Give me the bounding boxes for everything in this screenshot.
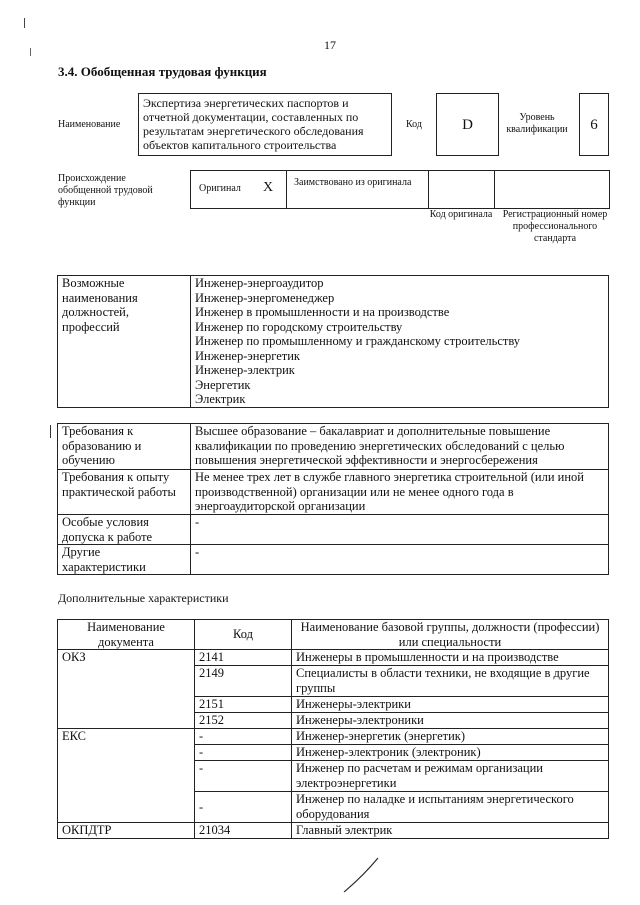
positions-table bbox=[57, 275, 609, 408]
code-original-caption: Код оригинала bbox=[429, 209, 493, 220]
borrowed-label: Заимствовано из оригинала bbox=[294, 177, 412, 188]
name-label: Наименование bbox=[58, 119, 121, 130]
origin-divider bbox=[286, 171, 287, 208]
row-doc bbox=[58, 761, 195, 792]
requirement-row bbox=[58, 515, 609, 545]
row-doc bbox=[58, 666, 195, 697]
position-item: Инженер по городскому строительству bbox=[195, 319, 403, 334]
row-code: - bbox=[195, 761, 292, 792]
requirement-value: Высшее образование – бакалавриат и дополнительные повышение квалификации по проведению энергетических обследований с целью повышения энергетической эффективности и энергосбережения bbox=[191, 424, 609, 470]
positions-label: Возможные наименования должностей, профессий bbox=[58, 276, 191, 408]
position-item: Инженер в промышленности и на производстве bbox=[195, 305, 450, 319]
requirement-value: - bbox=[191, 515, 609, 545]
row-name: Инженер-энергетик (энергетик) bbox=[292, 729, 609, 745]
code-value: D bbox=[436, 93, 499, 156]
row-name: Инженер по наладке и испытаниям энергетического оборудования bbox=[292, 792, 609, 823]
page-number: 17 bbox=[324, 38, 336, 52]
origin-divider bbox=[428, 171, 429, 208]
position-item: Инженер-электрик bbox=[195, 363, 295, 377]
section-title: 3.4. Обобщенная трудовая функция bbox=[58, 64, 267, 79]
position-item: Энергетик bbox=[195, 377, 251, 392]
table-row bbox=[58, 713, 609, 729]
header-code: Код bbox=[195, 620, 292, 650]
requirement-row bbox=[58, 545, 609, 575]
additional-header-row bbox=[58, 620, 609, 650]
additional-table bbox=[57, 619, 609, 839]
original-mark: X bbox=[263, 180, 274, 195]
name-value: Экспертиза энергетических паспортов и отчетной документации, составленных по результатам энергетического обследования объектов капитального строительства bbox=[138, 93, 392, 156]
row-code: 2149 bbox=[195, 666, 292, 697]
header-doc: Наименование документа bbox=[58, 620, 195, 650]
table-row bbox=[58, 745, 609, 761]
table-row bbox=[58, 697, 609, 713]
requirement-value: Не менее трех лет в службе главного энергетика строительной (или иной производственной) организации или не менее одного года в энергоаудиторской организации bbox=[191, 470, 609, 515]
level-value: 6 bbox=[579, 93, 609, 156]
row-name: Инженеры-электроники bbox=[292, 713, 609, 729]
origin-table bbox=[190, 170, 610, 209]
row-name: Главный электрик bbox=[292, 823, 609, 839]
requirement-label: Особые условия допуска к работе bbox=[58, 515, 191, 545]
origin-divider bbox=[494, 171, 495, 208]
table-row bbox=[58, 792, 609, 823]
position-item: Инженер по промышленному и гражданскому строительству bbox=[195, 334, 521, 348]
row-doc: ЕКС bbox=[58, 729, 195, 745]
position-item: Электрик bbox=[195, 392, 246, 406]
origin-label: Происхождение обобщенной трудовой функции bbox=[58, 173, 153, 208]
original-label: Оригинал bbox=[199, 183, 241, 194]
row-name: Специалисты в области техники, не входящие в другие группы bbox=[292, 666, 609, 697]
requirement-label: Требования к образованию и обучению bbox=[58, 424, 191, 470]
row-doc bbox=[58, 697, 195, 713]
scan-mark bbox=[30, 48, 31, 56]
table-row bbox=[58, 666, 609, 697]
requirement-label: Требования к опыту практической работы bbox=[58, 470, 191, 515]
table-row bbox=[58, 650, 609, 666]
requirements-table bbox=[57, 423, 609, 575]
row-doc: ОКПДТР bbox=[58, 823, 195, 839]
row-doc bbox=[58, 792, 195, 823]
row-code: 2141 bbox=[195, 650, 292, 666]
row-code: - bbox=[195, 745, 292, 761]
row-name: Инженер-электроник (электроник) bbox=[292, 745, 609, 761]
table-row bbox=[58, 729, 609, 745]
row-code: 21034 bbox=[195, 823, 292, 839]
row-code: 2152 bbox=[195, 713, 292, 729]
row-name: Инженеры-электрики bbox=[292, 697, 609, 713]
header-name: Наименование базовой группы, должности (профессии) или специальности bbox=[292, 620, 609, 650]
table-row bbox=[58, 761, 609, 792]
positions-list bbox=[191, 276, 609, 408]
scan-mark bbox=[50, 425, 51, 438]
signature-stroke bbox=[340, 856, 390, 896]
row-name: Инженер по расчетам и режимам организации электроэнергетики bbox=[292, 761, 609, 792]
level-label: Уровень квалификации bbox=[506, 112, 568, 135]
row-code: - bbox=[195, 792, 292, 823]
row-name: Инженеры в промышленности и на производстве bbox=[292, 650, 609, 666]
requirement-row bbox=[58, 424, 609, 470]
reg-number-caption: Регистрационный номер профессионального стандарта bbox=[502, 209, 608, 244]
row-code: - bbox=[195, 729, 292, 745]
code-label: Код bbox=[406, 119, 422, 130]
position-item: Инженер-энергоменеджер bbox=[195, 290, 335, 305]
additional-title: Дополнительные характеристики bbox=[58, 591, 229, 605]
position-item: Инженер-энергоаудитор bbox=[195, 276, 324, 290]
scan-mark bbox=[24, 18, 25, 28]
position-item: Инженер-энергетик bbox=[195, 348, 300, 363]
table-row bbox=[58, 823, 609, 839]
requirement-value: - bbox=[191, 545, 609, 575]
row-doc bbox=[58, 745, 195, 761]
requirement-row bbox=[58, 470, 609, 515]
row-code: 2151 bbox=[195, 697, 292, 713]
row-doc: ОКЗ bbox=[58, 650, 195, 666]
row-doc bbox=[58, 713, 195, 729]
requirement-label: Другие характеристики bbox=[58, 545, 191, 575]
